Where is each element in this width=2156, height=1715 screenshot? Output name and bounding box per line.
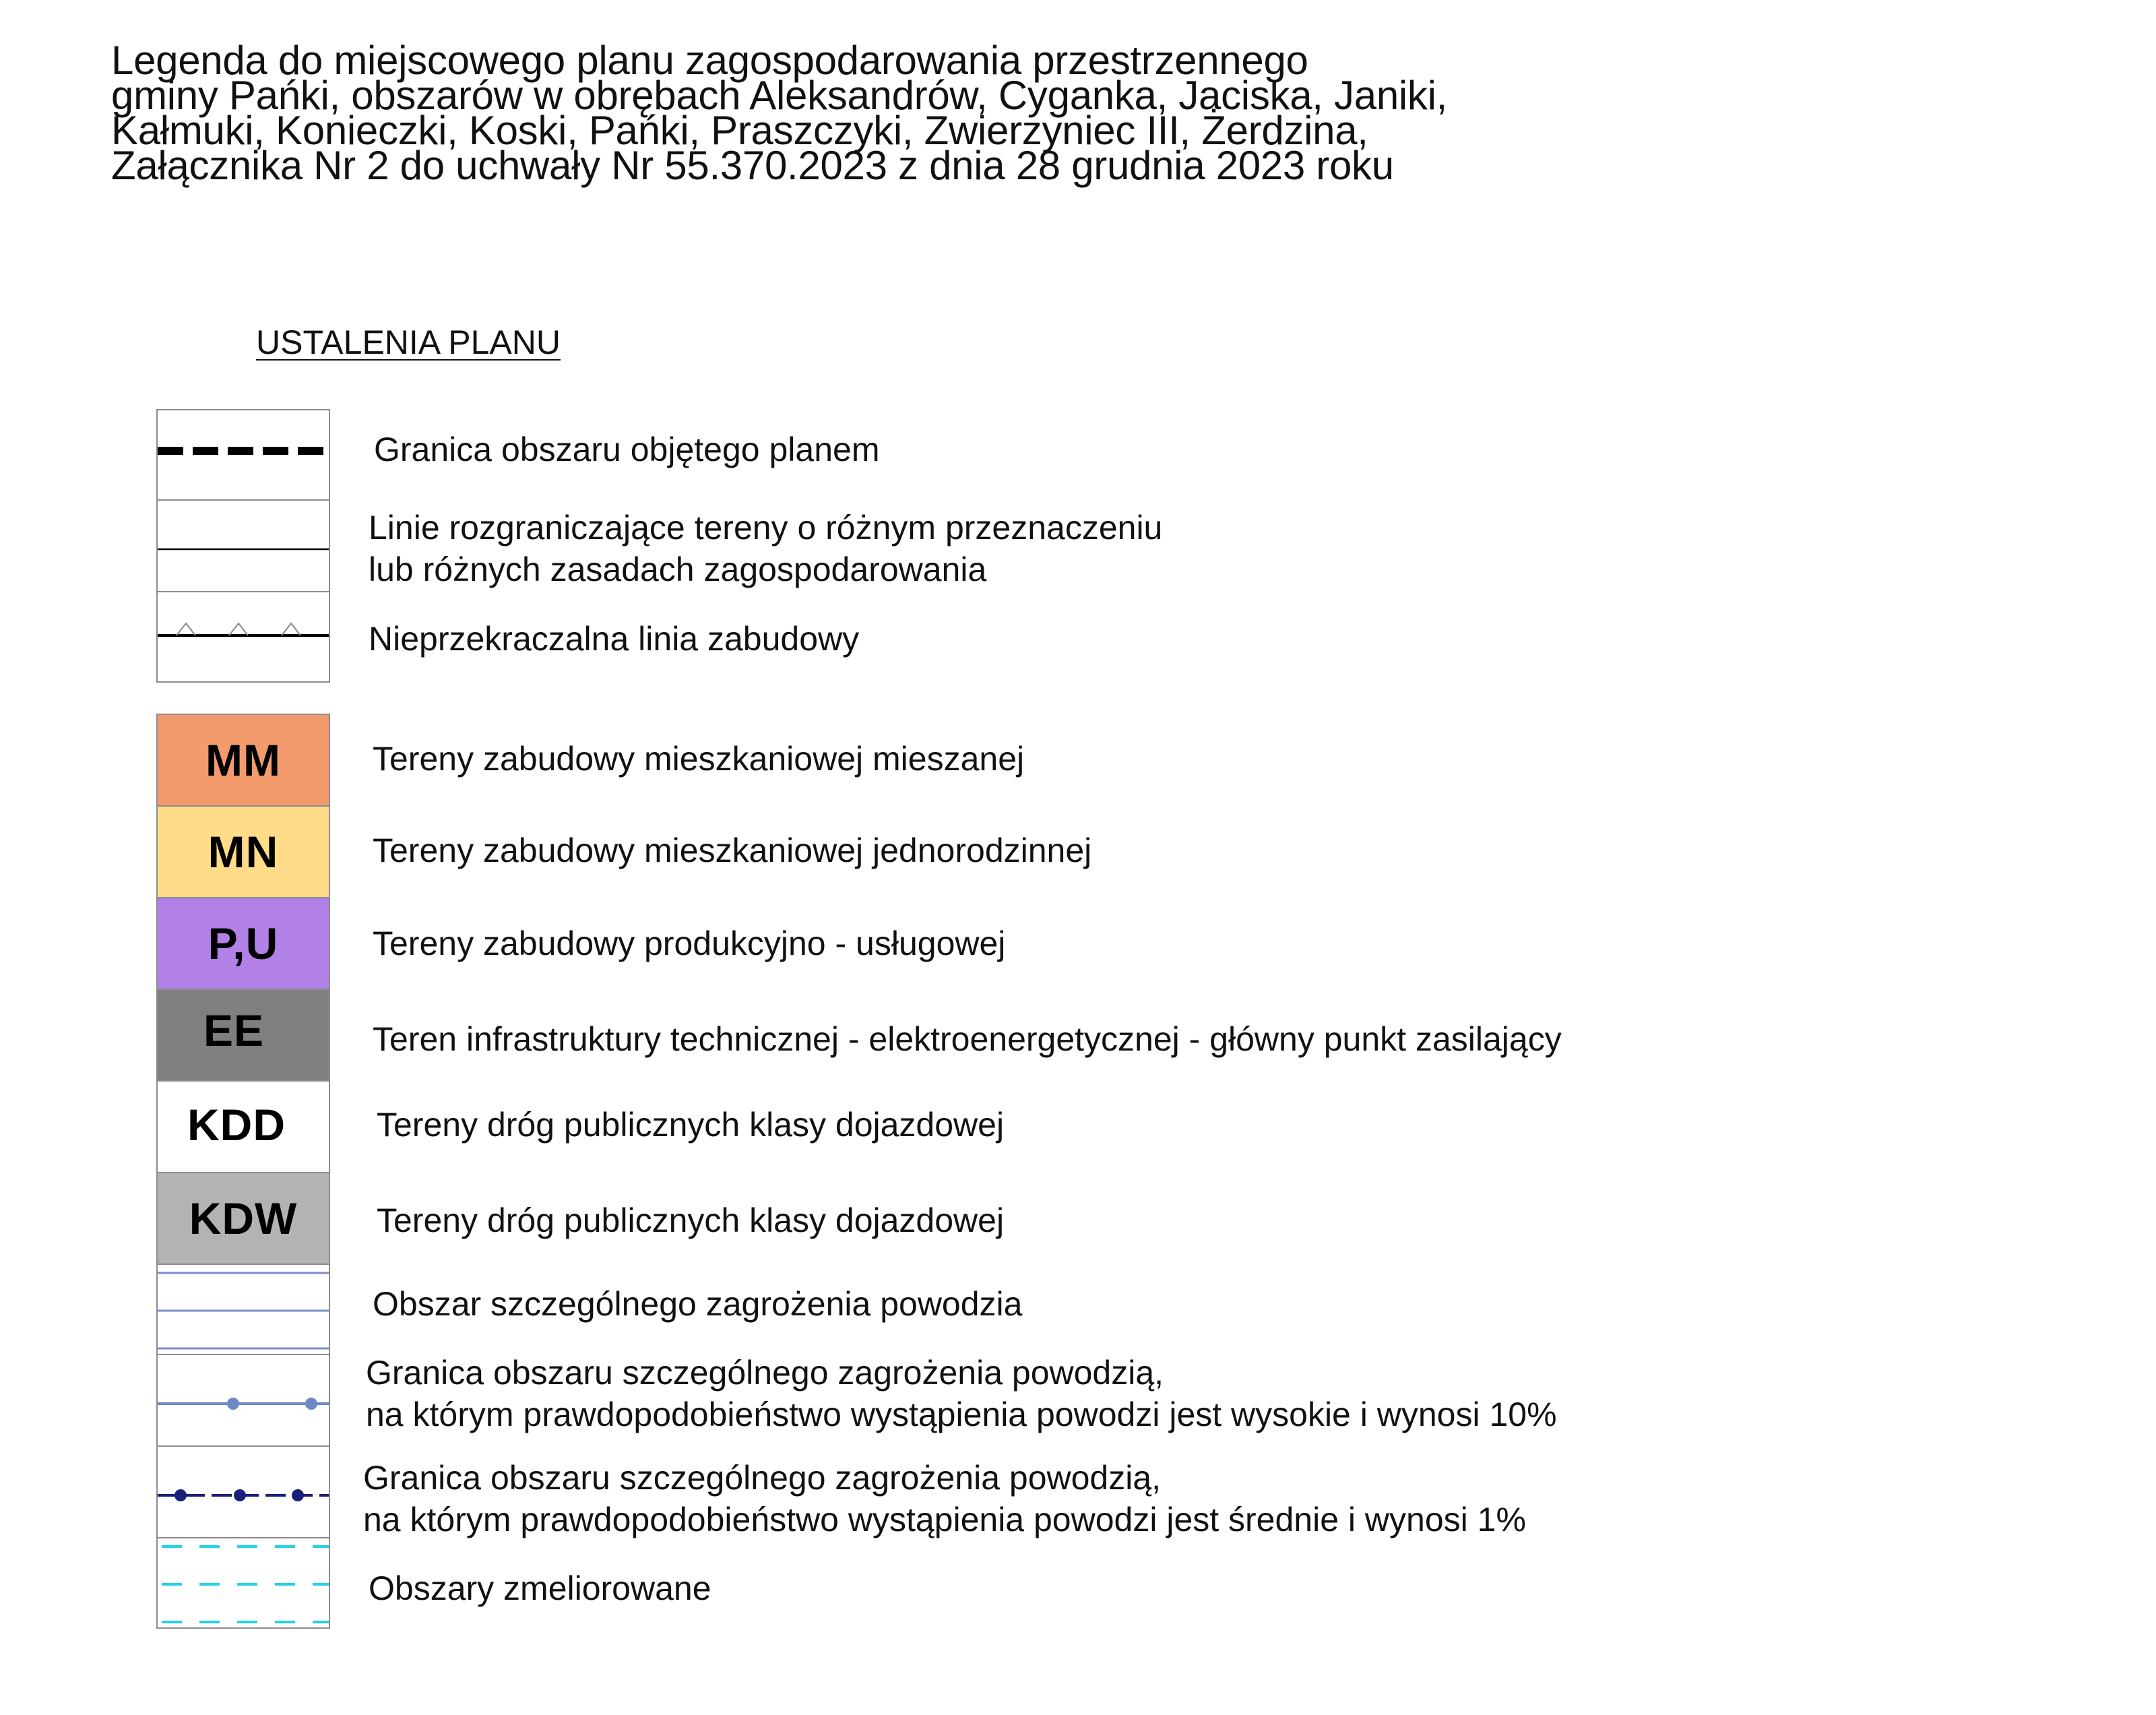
zone-label-mm: Tereny zabudowy mieszkaniowej mieszanej bbox=[373, 740, 1025, 778]
line-with-dots-light-icon bbox=[158, 1355, 330, 1447]
zone-label-kdw: Tereny dróg publicznych klasy dojazdowej bbox=[377, 1202, 1005, 1239]
zone-code: EE bbox=[203, 1005, 265, 1055]
zone-code: KDW bbox=[189, 1193, 298, 1243]
zone-code: P,U bbox=[208, 918, 279, 968]
label-line: Granica obszaru szczególnego zagrożenia powodzią, bbox=[366, 1354, 1164, 1392]
drained-areas-symbol bbox=[156, 1537, 330, 1629]
zone-code: MN bbox=[208, 827, 279, 877]
flood-area-symbol bbox=[156, 1264, 330, 1355]
demarcation-lines-label bbox=[369, 507, 1162, 590]
zone-label-kdd: Tereny dróg publicznych klasy dojazdowej bbox=[377, 1106, 1005, 1144]
zone-swatch-kdd bbox=[156, 1080, 330, 1173]
flood-boundary-10-symbol bbox=[156, 1354, 330, 1447]
label-line: na którym prawdopodobieństwo wystąpienia powodzi jest średnie i wynosi 1% bbox=[363, 1501, 1526, 1538]
blue-hatch-lines-icon bbox=[158, 1265, 330, 1355]
zone-label-pu: Tereny zabudowy produkcyjno - usługowej bbox=[373, 925, 1006, 962]
flood-boundary-1-symbol bbox=[156, 1445, 330, 1538]
section-heading: USTALENIA PLANU bbox=[256, 323, 561, 361]
label-line: Granica obszaru szczególnego zagrożenia powodzią, bbox=[363, 1459, 1162, 1497]
demarcation-lines-symbol bbox=[156, 499, 330, 592]
drained-areas-label: Obszary zmeliorowane bbox=[369, 1569, 711, 1607]
zone-swatch-mm bbox=[156, 714, 330, 807]
title-line: Kałmuki, Konieczki, Koski, Pańki, Praszczyki, Zwierzyniec III, Żerdzina, bbox=[111, 108, 1368, 153]
line-with-triangles-icon bbox=[158, 592, 330, 683]
dashed-boundary-line-icon bbox=[158, 410, 330, 501]
zone-swatch-pu bbox=[156, 897, 330, 990]
title-line: Załącznika Nr 2 do uchwały Nr 55.370.2023 z dnia 28 grudnia 2023 roku bbox=[111, 143, 1394, 188]
zone-label-ee: Teren infrastruktury technicznej - elektroenergetycznej - główny punkt zasilający bbox=[373, 1020, 1562, 1058]
zone-label-mn: Tereny zabudowy mieszkaniowej jednorodzinnej bbox=[373, 832, 1092, 869]
label-line: Linie rozgraniczające tereny o różnym przeznaczeniu bbox=[369, 509, 1163, 547]
plan-boundary-label: Granica obszaru objętego planem bbox=[374, 431, 880, 468]
cyan-dashed-lines-icon bbox=[158, 1538, 330, 1629]
zone-code: MM bbox=[205, 735, 281, 785]
zone-code: KDD bbox=[187, 1100, 286, 1150]
flood-boundary-10-label bbox=[366, 1352, 1557, 1435]
thin-solid-line-icon bbox=[158, 501, 330, 592]
label-line: na którym prawdopodobieństwo wystąpienia powodzi jest wysokie i wynosi 10% bbox=[366, 1396, 1557, 1433]
title-line: gminy Pańki, obszarów w obrębach Aleksandrów, Cyganka, Jaciska, Janiki, bbox=[111, 73, 1448, 118]
legend-title bbox=[111, 38, 1930, 188]
zone-swatch-kdw bbox=[156, 1172, 330, 1265]
plan-boundary-symbol bbox=[156, 409, 330, 501]
zone-swatch-ee bbox=[156, 989, 330, 1082]
title-line: Legenda do miejscowego planu zagospodarowania przestrzennego bbox=[111, 38, 1308, 83]
zone-swatch-mn bbox=[156, 805, 330, 898]
flood-boundary-1-label bbox=[363, 1457, 1526, 1540]
dashed-line-with-dots-dark-icon bbox=[158, 1447, 330, 1538]
label-line: lub różnych zasadach zagospodarowania bbox=[369, 551, 987, 588]
building-line-symbol bbox=[156, 591, 330, 683]
building-line-label: Nieprzekraczalna linia zabudowy bbox=[369, 620, 860, 658]
flood-area-label: Obszar szczególnego zagrożenia powodzia bbox=[373, 1285, 1023, 1323]
